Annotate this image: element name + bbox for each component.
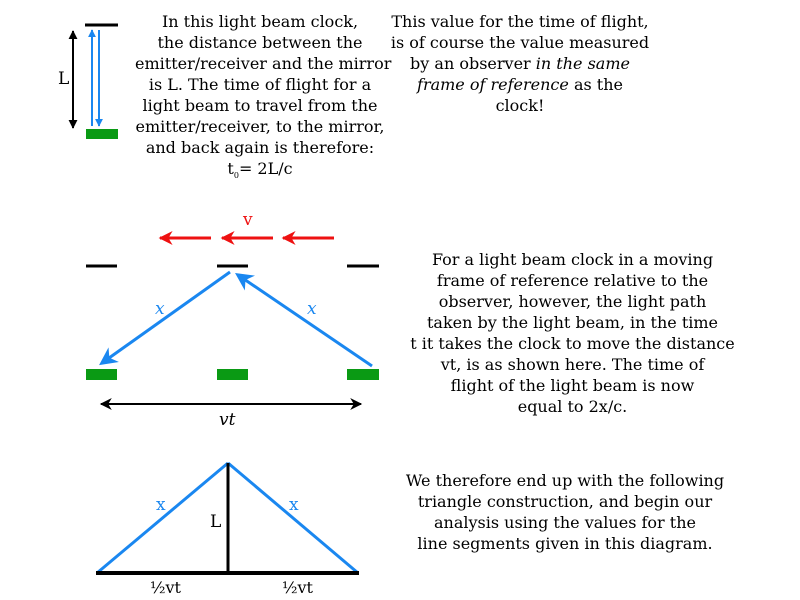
- text-line: emitter/receiver, to the mirror,: [135, 117, 385, 136]
- hypotenuse-right: [228, 463, 358, 573]
- text-line: clock!: [495, 96, 545, 115]
- half-base-left-label: ½vt: [150, 578, 181, 597]
- distance-vt-label: vt: [219, 410, 236, 430]
- text-line: by an observer in the same: [410, 54, 630, 73]
- text-line: line segments given in this diagram.: [417, 534, 713, 553]
- text-line: is L. The time of flight for a: [148, 75, 372, 94]
- text-line: observer, however, the light path: [438, 292, 707, 311]
- text-line: the distance between the: [157, 33, 363, 52]
- text-line: taken by the light beam, in the time: [426, 313, 719, 332]
- text-line: is of course the value measured: [390, 33, 650, 52]
- text-line: We therefore end up with the following: [405, 471, 725, 490]
- velocity-label: v: [243, 210, 253, 230]
- text-line: In this light beam clock,: [161, 12, 359, 31]
- text-line: light beam to travel from the: [142, 96, 378, 115]
- text-line: and back again is therefore:: [145, 138, 375, 157]
- emitter-center: [217, 369, 248, 380]
- time-of-flight-formula: $t_0= 2L/c$: [227, 159, 293, 181]
- leg-x-right-label: x: [307, 299, 317, 319]
- text-line: For a light beam clock in a moving: [431, 250, 714, 269]
- moving-clock: [86, 210, 379, 430]
- stationary-clock-explanation: [135, 11, 392, 186]
- text-line: triangle construction, and begin our: [417, 492, 713, 511]
- text-line: vt, is as shown here. The time of: [440, 355, 705, 374]
- text-line: t it takes the clock to move the distance: [410, 334, 735, 353]
- text-line: equal to 2x/c.: [517, 397, 628, 416]
- hypotenuse-left: [97, 463, 228, 573]
- observer-frame-note: [385, 11, 655, 116]
- stationary-emitter: [86, 129, 118, 139]
- emitter-left: [86, 369, 117, 380]
- moving-clock-explanation: [400, 249, 745, 417]
- velocity-arrows: [160, 210, 334, 238]
- beam-leg-up: [238, 275, 372, 366]
- half-base-right-label: ½vt: [282, 578, 313, 597]
- triangle-explanation: [395, 470, 735, 554]
- height-L-label: L: [210, 512, 222, 532]
- emitter-right: [347, 369, 379, 380]
- hypotenuse-left-label: x: [156, 495, 166, 515]
- distance-L-label: L: [58, 69, 70, 89]
- stationary-clock: [58, 25, 118, 139]
- beam-leg-down: [102, 272, 230, 363]
- text-line: frame of reference as the: [417, 75, 623, 94]
- text-line: frame of reference relative to the: [436, 271, 709, 290]
- text-line: This value for the time of flight,: [391, 12, 649, 31]
- text-line: flight of the light beam is now: [450, 376, 695, 395]
- triangle-construction: [96, 463, 359, 597]
- leg-x-left-label: x: [155, 299, 165, 319]
- text-line: emitter/receiver and the mirror: [135, 54, 392, 73]
- text-line: analysis using the values for the: [434, 513, 696, 532]
- hypotenuse-right-label: x: [289, 495, 299, 515]
